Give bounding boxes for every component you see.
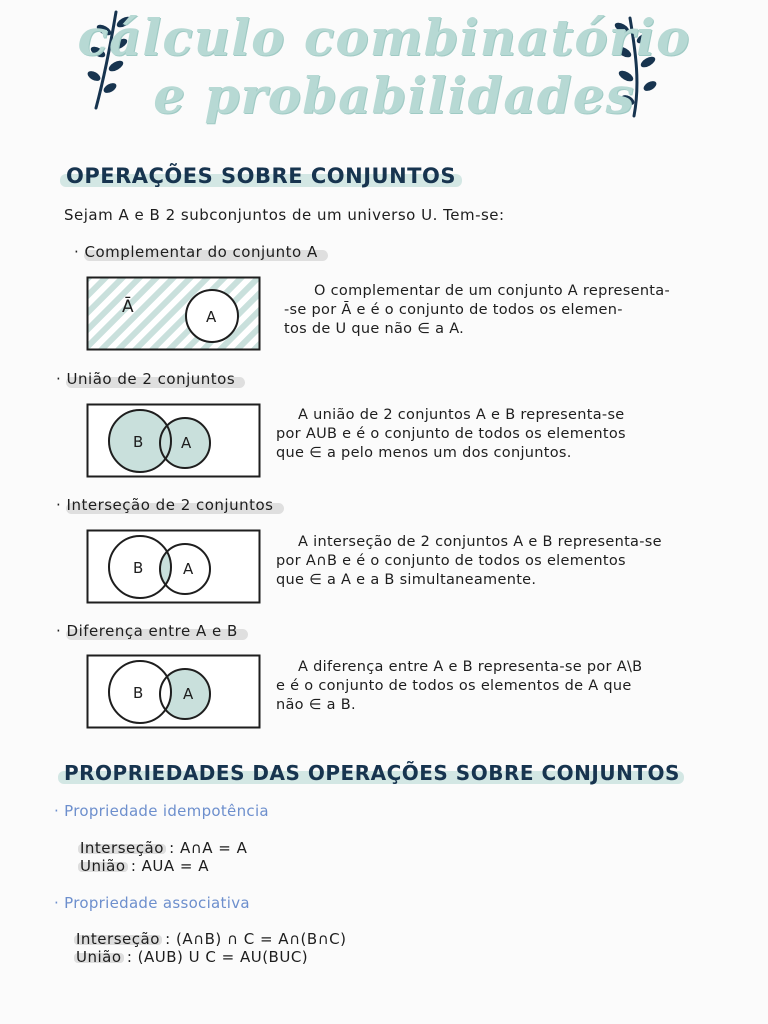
paragraph-line: O complementar de um conjunto A representa-: [314, 283, 671, 299]
property-formula: : (AUB) U C = AU(BUC): [126, 948, 309, 966]
property-operation-name: Interseção: [76, 930, 160, 948]
title-line-1: cálculo combinatório: [77, 8, 691, 67]
bullet-union: · União de 2 conjuntos: [56, 370, 235, 388]
property-associative-label: · Propriedade associativa: [54, 894, 250, 912]
title-line-2: e probabilidades: [153, 66, 635, 125]
paragraph-line: não ∈ a B.: [276, 697, 356, 713]
paragraph-line: A interseção de 2 conjuntos A e B representa-se: [298, 534, 662, 550]
property-row: [80, 839, 247, 857]
paragraph-line: que ∈ a A e a B simultaneamente.: [276, 572, 537, 588]
venn-label-a: A: [206, 308, 217, 326]
paragraph-complement: [284, 282, 670, 339]
venn-label-a: A: [183, 685, 194, 703]
property-operation-name: Interseção: [80, 839, 164, 857]
section-heading-properties: PROPRIEDADES DAS OPERAÇÕES SOBRE CONJUNTOS: [64, 761, 680, 785]
venn-label-a: A: [183, 560, 194, 578]
bullet-complement: · Complementar do conjunto A: [74, 243, 318, 261]
venn-intersection: [86, 529, 262, 605]
venn-label-b: B: [133, 433, 144, 451]
paragraph-line: A união de 2 conjuntos A e B representa-se: [298, 407, 625, 423]
property-operation-name: União: [80, 857, 126, 875]
venn-label-b: B: [133, 559, 144, 577]
property-row: [76, 948, 308, 966]
property-formula: : A∩A = A: [169, 839, 248, 857]
bullet-difference: · Diferença entre A e B: [56, 622, 238, 640]
paragraph-line: que ∈ a pelo menos um dos conjuntos.: [276, 445, 572, 461]
paragraph-difference: [276, 658, 642, 715]
paragraph-line: A diferença entre A e B representa-se por A\B: [298, 659, 643, 675]
property-operation-name: União: [76, 948, 122, 966]
venn-difference: [86, 654, 262, 730]
paragraph-line: tos de U que não ∈ a A.: [284, 321, 465, 337]
bullet-intersection: · Interseção de 2 conjuntos: [56, 496, 274, 514]
venn-complement: [86, 276, 262, 352]
venn-label-complement: Ā: [122, 297, 134, 317]
paragraph-line: por A∩B e é o conjunto de todos os elementos: [276, 553, 626, 569]
paragraph-union: [276, 406, 626, 463]
property-row: [76, 930, 347, 948]
section-heading-operations: OPERAÇÕES SOBRE CONJUNTOS: [66, 164, 456, 188]
paragraph-intersection: [276, 533, 662, 590]
paragraph-line: e é o conjunto de todos os elementos de A que: [276, 678, 632, 694]
paragraph-line: -se por Ā e é o conjunto de todos os elemen-: [284, 302, 623, 318]
venn-label-a: A: [181, 434, 192, 452]
property-row: [80, 857, 209, 875]
intro-text: Sejam A e B 2 subconjuntos de um universo U. Tem-se:: [64, 206, 505, 224]
property-formula: : (A∩B) ∩ C = A∩(B∩C): [165, 930, 347, 948]
property-idempotence-label: · Propriedade idempotência: [54, 802, 269, 820]
property-formula: : AUA = A: [130, 857, 210, 875]
venn-label-b: B: [133, 684, 144, 702]
venn-union: [86, 403, 262, 479]
paragraph-line: por AUB e é o conjunto de todos os elementos: [276, 426, 626, 442]
